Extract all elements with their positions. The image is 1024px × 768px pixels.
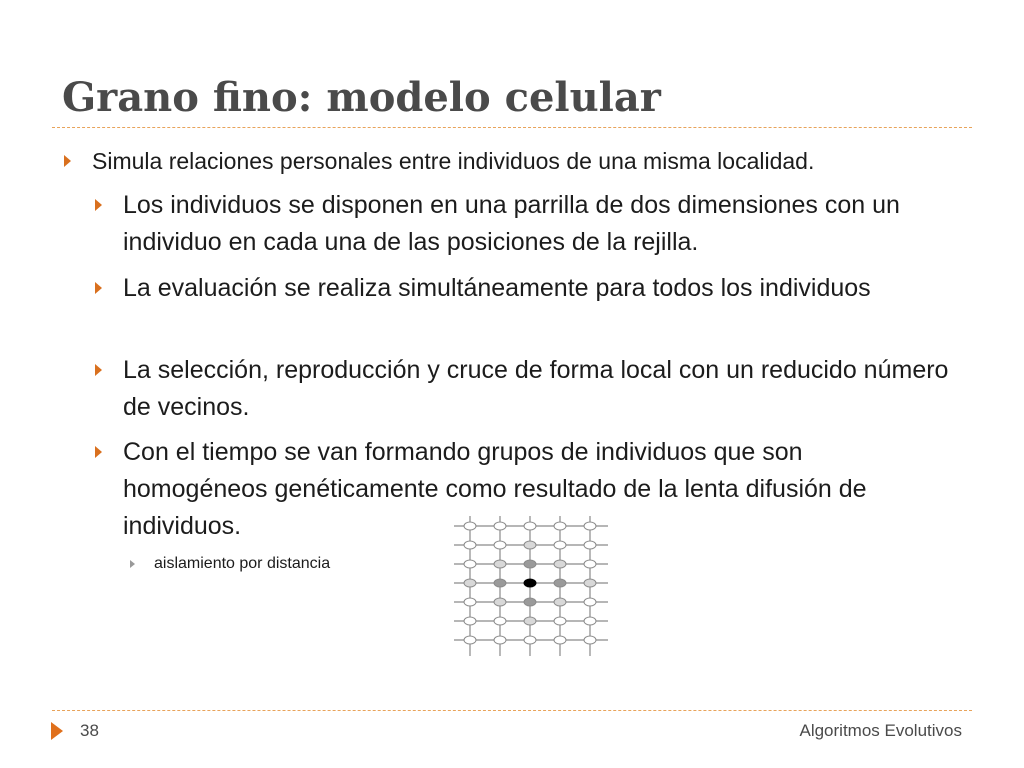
grid-cell xyxy=(584,579,596,587)
sub-bullet-item: Con el tiempo se van formando grupos de individuos que son homogéneos genéticamente como resultado de la lenta difusión de individuos. xyxy=(123,438,867,540)
grid-cell xyxy=(524,560,536,568)
grid-cell xyxy=(494,598,506,606)
grid-cell xyxy=(584,522,596,530)
footer-triangle-icon xyxy=(51,722,63,740)
bullet-arrow-icon xyxy=(95,446,102,458)
slide-title: Grano fino: modelo celular xyxy=(62,74,661,121)
grid-cell xyxy=(554,579,566,587)
grid-cell xyxy=(464,579,476,587)
grid-cell xyxy=(524,617,536,625)
grid-cell xyxy=(464,636,476,644)
sub-bullet-item: La selección, reproducción y cruce de forma local con un reducido número de vecinos. xyxy=(123,356,949,421)
grid-cell xyxy=(494,617,506,625)
grid-cell xyxy=(584,560,596,568)
grid-cell xyxy=(554,522,566,530)
grid-cell xyxy=(494,541,506,549)
page-number: 38 xyxy=(80,721,99,740)
grid-cell xyxy=(524,541,536,549)
sub-bullet-item: Los individuos se disponen en una parrilla de dos dimensiones con un individuo en cada una de las posiciones de la rejilla. xyxy=(123,191,900,256)
grid-cell xyxy=(464,617,476,625)
grid-cell xyxy=(554,636,566,644)
sub-bullet-item: La evaluación se realiza simultáneamente para todos los individuos xyxy=(123,274,871,302)
grid-cell xyxy=(584,636,596,644)
bullet-arrow-icon xyxy=(95,282,102,294)
footer-title: Algoritmos Evolutivos xyxy=(799,721,962,740)
grid-cell xyxy=(524,598,536,606)
grid-cell xyxy=(554,541,566,549)
grid-cell xyxy=(494,560,506,568)
grid-cell xyxy=(494,522,506,530)
grid-cell xyxy=(554,598,566,606)
grid-cell xyxy=(464,541,476,549)
grid-cell xyxy=(584,598,596,606)
grid-cell xyxy=(584,541,596,549)
bullet-item: Simula relaciones personales entre individuos de una misma localidad. xyxy=(92,148,815,174)
cellular-grid-diagram xyxy=(452,516,612,658)
grid-cell xyxy=(524,522,536,530)
grid-cell xyxy=(494,579,506,587)
bullet-arrow-icon xyxy=(130,560,135,568)
bullet-arrow-icon xyxy=(95,199,102,211)
sub-sub-bullet-item: aislamiento por distancia xyxy=(154,555,331,572)
grid-cell xyxy=(464,560,476,568)
bullet-arrow-icon xyxy=(64,155,71,167)
grid-cell xyxy=(584,617,596,625)
grid-cell xyxy=(524,636,536,644)
grid-cell xyxy=(464,522,476,530)
grid-center-cell xyxy=(524,579,536,587)
bullet-arrow-icon xyxy=(95,364,102,376)
grid-cell xyxy=(494,636,506,644)
grid-cell xyxy=(554,560,566,568)
grid-cell xyxy=(464,598,476,606)
footer-divider xyxy=(52,710,972,711)
grid-cell xyxy=(554,617,566,625)
title-divider xyxy=(52,127,972,128)
